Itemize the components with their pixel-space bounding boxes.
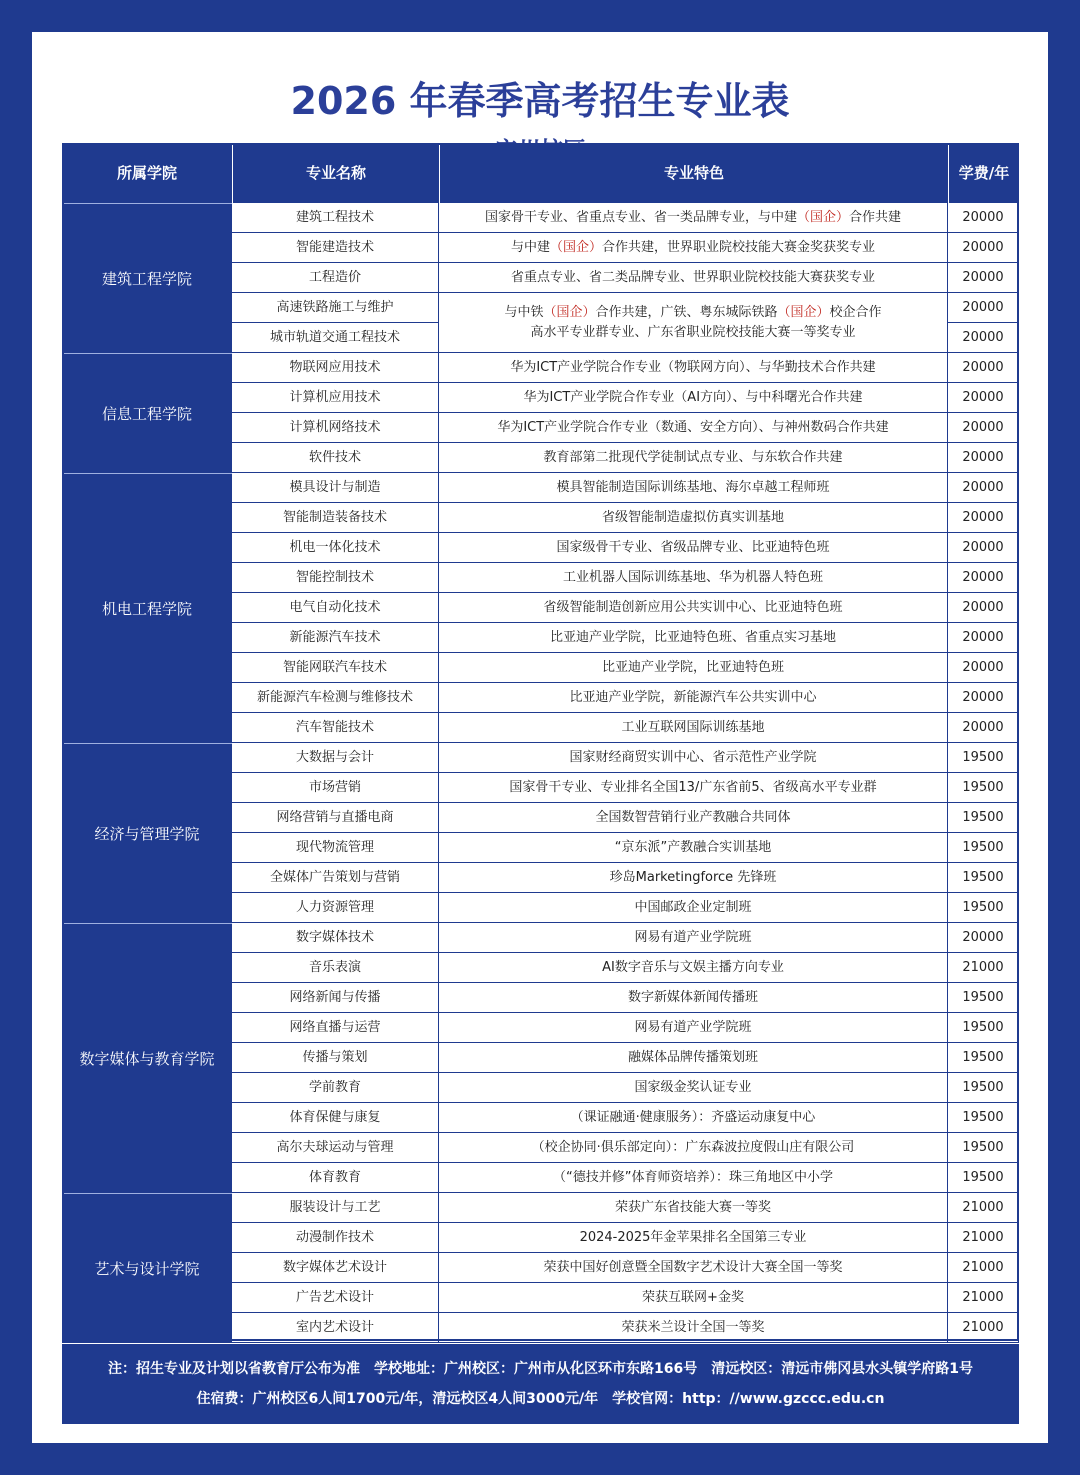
major-feature <box>439 1163 948 1193</box>
poster <box>32 32 1048 1443</box>
major-name: 建筑工程技术 <box>232 203 439 233</box>
tuition-fee: 19500 <box>948 1073 1019 1103</box>
tuition-fee: 19500 <box>948 1103 1019 1133</box>
major-name: 新能源汽车技术 <box>232 623 439 653</box>
feature-text: 荣获米兰设计全国一等奖 <box>621 1320 765 1335</box>
feature-line <box>439 323 947 343</box>
feature-text: 高水平专业群专业、广东省职业院校技能大赛一等奖专业 <box>530 324 856 340</box>
tuition-fee: 20000 <box>948 713 1019 743</box>
tuition-fee: 19500 <box>948 833 1019 863</box>
major-feature <box>439 953 948 983</box>
feature-text: 合作共建，世界职业院校技能大赛金奖获奖专业 <box>602 240 876 255</box>
tuition-fee: 20000 <box>948 353 1019 383</box>
college-name: 机电工程学院 <box>62 473 232 743</box>
feature-text: 比亚迪产业学院，比亚迪特色班 <box>601 660 784 675</box>
major-feature <box>439 503 948 533</box>
tuition-fee: 19500 <box>948 803 1019 833</box>
major-name: 模具设计与制造 <box>232 473 439 503</box>
major-feature <box>439 203 948 233</box>
major-name: 工程造价 <box>232 263 439 293</box>
state-owned-tag: （国企） <box>777 304 830 320</box>
feature-text: 国家级金奖认证专业 <box>634 1080 752 1095</box>
major-name: 人力资源管理 <box>232 893 439 923</box>
tuition-fee: 20000 <box>948 233 1019 263</box>
tuition-fee: 19500 <box>948 1043 1019 1073</box>
major-name: 汽车智能技术 <box>232 713 439 743</box>
major-feature <box>439 893 948 923</box>
header-feature: 专业特色 <box>439 143 948 203</box>
college-name: 数字媒体与教育学院 <box>62 923 232 1193</box>
tuition-fee: 21000 <box>948 1193 1019 1223</box>
tuition-fee: 20000 <box>948 653 1019 683</box>
major-name: 数字媒体艺术设计 <box>232 1253 439 1283</box>
major-name: 音乐表演 <box>232 953 439 983</box>
major-name: 智能网联汽车技术 <box>232 653 439 683</box>
major-name: 现代物流管理 <box>232 833 439 863</box>
feature-text: “京东派”产教融合实训基地 <box>614 840 772 855</box>
major-feature <box>439 743 948 773</box>
feature-text: 荣获中国好创意暨全国数字艺术设计大赛全国一等奖 <box>543 1260 843 1275</box>
tuition-fee: 20000 <box>948 623 1019 653</box>
feature-text: 省级智能制造创新应用公共实训中心、比亚迪特色班 <box>543 600 843 615</box>
header-college: 所属学院 <box>116 164 177 182</box>
major-feature <box>439 1223 948 1253</box>
tuition-fee: 20000 <box>948 443 1019 473</box>
feature-text: 合作共建 <box>849 210 902 225</box>
major-name: 动漫制作技术 <box>232 1223 439 1253</box>
feature-text: 比亚迪产业学院，新能源汽车公共实训中心 <box>569 690 817 705</box>
major-feature <box>439 593 948 623</box>
tuition-fee: 21000 <box>948 953 1019 983</box>
tuition-fee: 20000 <box>948 923 1019 953</box>
tuition-fee: 20000 <box>948 563 1019 593</box>
college-name: 经济与管理学院 <box>62 743 232 923</box>
major-name: 体育教育 <box>232 1163 439 1193</box>
feature-text: 合作共建，广铁、粤东城际铁路 <box>595 304 778 320</box>
major-feature <box>439 263 948 293</box>
feature-text: 省重点专业、省二类品牌专业、世界职业院校技能大赛获奖专业 <box>510 270 875 285</box>
major-feature <box>439 773 948 803</box>
major-feature <box>439 833 948 863</box>
major-feature <box>439 1283 948 1313</box>
tuition-fee: 21000 <box>948 1313 1019 1343</box>
major-name: 网络直播与运营 <box>232 1013 439 1043</box>
major-feature <box>439 863 948 893</box>
tuition-fee: 20000 <box>948 203 1019 233</box>
major-name: 服装设计与工艺 <box>232 1193 439 1223</box>
major-feature <box>439 1253 948 1283</box>
major-name: 软件技术 <box>232 443 439 473</box>
feature-text: 珍岛Marketingforce 先锋班 <box>609 870 777 885</box>
feature-text: 国家骨干专业、专业排名全国13/广东省前5、省级高水平专业群 <box>509 780 877 795</box>
footer-notes <box>62 1344 1019 1424</box>
feature-text: AI数字音乐与文娱主播方向专业 <box>602 960 784 975</box>
tuition-fee: 19500 <box>948 893 1019 923</box>
tuition-fee: 20000 <box>948 593 1019 623</box>
major-name: 高速铁路施工与维护 <box>232 293 439 323</box>
major-name: 大数据与会计 <box>232 743 439 773</box>
major-name: 体育保健与康复 <box>232 1103 439 1133</box>
college-name: 建筑工程学院 <box>62 203 232 353</box>
tuition-fee: 21000 <box>948 1253 1019 1283</box>
tuition-fee: 19500 <box>948 773 1019 803</box>
major-feature <box>439 473 948 503</box>
footer-line-1: 注：招生专业及计划以省教育厅公布为准 学校地址：广州校区：广州市从化区环市东路166号 清远校区：清远市佛冈县水头镇学府路1号 <box>108 1361 973 1377</box>
feature-text: 工业互联网国际训练基地 <box>621 720 765 735</box>
feature-text: 2024-2025年金苹果排名全国第三专业 <box>579 1230 807 1245</box>
major-feature <box>439 1073 948 1103</box>
feature-text: 全国数智营销行业产教融合共同体 <box>595 810 791 825</box>
major-feature <box>439 563 948 593</box>
major-name: 机电一体化技术 <box>232 533 439 563</box>
tuition-fee: 19500 <box>948 1163 1019 1193</box>
feature-text: 省级智能制造虚拟仿真实训基地 <box>601 510 784 525</box>
feature-text: 模具智能制造国际训练基地、海尔卓越工程师班 <box>556 480 830 495</box>
tuition-fee: 20000 <box>948 683 1019 713</box>
major-feature <box>439 1313 948 1343</box>
feature-text: （“德技并修”体育师资培养）：珠三角地区中小学 <box>553 1170 833 1185</box>
major-feature <box>439 683 948 713</box>
feature-text: 数字新媒体新闻传播班 <box>627 990 758 1005</box>
major-name: 计算机网络技术 <box>232 413 439 443</box>
feature-text: 与中铁 <box>504 304 544 320</box>
major-name: 城市轨道交通工程技术 <box>232 323 439 353</box>
tuition-fee: 19500 <box>948 1013 1019 1043</box>
feature-text: 与中建 <box>510 240 550 255</box>
state-owned-tag: （国企） <box>796 210 849 225</box>
tuition-fee: 21000 <box>948 1223 1019 1253</box>
major-feature <box>439 803 948 833</box>
feature-text: （校企协同·俱乐部定向）：广东森波拉度假山庄有限公司 <box>531 1140 855 1155</box>
feature-text: 工业机器人国际训练基地、华为机器人特色班 <box>562 570 823 585</box>
major-name: 高尔夫球运动与管理 <box>232 1133 439 1163</box>
header-fee: 学费/年 <box>948 143 1019 203</box>
major-name: 数字媒体技术 <box>232 923 439 953</box>
tuition-fee: 19500 <box>948 743 1019 773</box>
tuition-fee: 19500 <box>948 863 1019 893</box>
major-name: 电气自动化技术 <box>232 593 439 623</box>
college-name: 艺术与设计学院 <box>62 1193 232 1343</box>
feature-text: 国家骨干专业、省重点专业、省一类品牌专业，与中建 <box>484 210 797 225</box>
tuition-fee: 20000 <box>948 323 1019 353</box>
feature-text: （课证融通·健康服务）：齐盛运动康复中心 <box>570 1110 816 1125</box>
college-name: 信息工程学院 <box>62 353 232 473</box>
tuition-fee: 19500 <box>948 983 1019 1013</box>
footer-line-2: 住宿费：广州校区6人间1700元/年，清远校区4人间3000元/年 学校官网：http：//www.gzccc.edu.cn <box>196 1391 885 1407</box>
major-feature <box>439 983 948 1013</box>
major-name: 物联网应用技术 <box>232 353 439 383</box>
feature-text: 网易有道产业学院班 <box>634 1020 752 1035</box>
major-name: 网络新闻与传播 <box>232 983 439 1013</box>
tuition-fee: 20000 <box>948 383 1019 413</box>
major-feature <box>439 353 948 383</box>
major-name: 学前教育 <box>232 1073 439 1103</box>
feature-text: 荣获广东省技能大赛一等奖 <box>614 1200 771 1215</box>
feature-text: 校企合作 <box>829 304 882 320</box>
header-major: 专业名称 <box>232 143 439 203</box>
major-feature <box>439 923 948 953</box>
feature-line <box>439 303 947 323</box>
feature-text: 国家级骨干专业、省级品牌专业、比亚迪特色班 <box>556 540 830 555</box>
major-name: 传播与策划 <box>232 1043 439 1073</box>
feature-text: 比亚迪产业学院，比亚迪特色班、省重点实习基地 <box>549 630 836 645</box>
tuition-fee: 20000 <box>948 263 1019 293</box>
table-header <box>62 143 1019 203</box>
major-name: 广告艺术设计 <box>232 1283 439 1313</box>
major-name: 市场营销 <box>232 773 439 803</box>
state-owned-tag: （国企） <box>549 240 602 255</box>
major-feature <box>439 1013 948 1043</box>
major-feature <box>439 713 948 743</box>
major-feature <box>439 293 948 353</box>
feature-text: 融媒体品牌传播策划班 <box>627 1050 758 1065</box>
state-owned-tag: （国企） <box>543 304 596 320</box>
tuition-fee: 21000 <box>948 1283 1019 1313</box>
majors-table <box>62 143 1019 1341</box>
tuition-fee: 20000 <box>948 533 1019 563</box>
feature-text: 荣获互联网+金奖 <box>642 1290 744 1305</box>
major-name: 室内艺术设计 <box>232 1313 439 1343</box>
major-feature <box>439 1193 948 1223</box>
feature-text: 中国邮政企业定制班 <box>634 900 752 915</box>
major-feature <box>439 383 948 413</box>
tuition-fee: 20000 <box>948 413 1019 443</box>
tuition-fee: 19500 <box>948 1133 1019 1163</box>
feature-text: 华为ICT产业学院合作专业（数通、安全方向）、与神州数码合作共建 <box>497 420 889 435</box>
major-feature <box>439 233 948 263</box>
major-feature <box>439 1103 948 1133</box>
major-feature <box>439 623 948 653</box>
feature-text: 国家财经商贸实训中心、省示范性产业学院 <box>569 750 817 765</box>
major-name: 网络营销与直播电商 <box>232 803 439 833</box>
major-name: 全媒体广告策划与营销 <box>232 863 439 893</box>
major-name: 智能控制技术 <box>232 563 439 593</box>
major-feature <box>439 1133 948 1163</box>
major-feature <box>439 653 948 683</box>
major-feature <box>439 413 948 443</box>
tuition-fee: 20000 <box>948 503 1019 533</box>
feature-text: 华为ICT产业学院合作专业（AI方向）、与中科曙光合作共建 <box>523 390 863 405</box>
feature-text: 教育部第二批现代学徒制试点专业、与东软合作共建 <box>543 450 843 465</box>
feature-text: 华为ICT产业学院合作专业（物联网方向）、与华勤技术合作共建 <box>510 360 876 375</box>
tuition-fee: 20000 <box>948 293 1019 323</box>
major-feature <box>439 533 948 563</box>
major-name: 智能建造技术 <box>232 233 439 263</box>
major-name: 智能制造装备技术 <box>232 503 439 533</box>
tuition-fee: 20000 <box>948 473 1019 503</box>
major-feature <box>439 1043 948 1073</box>
major-name: 新能源汽车检测与维修技术 <box>232 683 439 713</box>
major-name: 计算机应用技术 <box>232 383 439 413</box>
feature-text: 网易有道产业学院班 <box>634 930 752 945</box>
page-title: 2026 年春季高考招生专业表 <box>290 79 790 123</box>
major-feature <box>439 443 948 473</box>
